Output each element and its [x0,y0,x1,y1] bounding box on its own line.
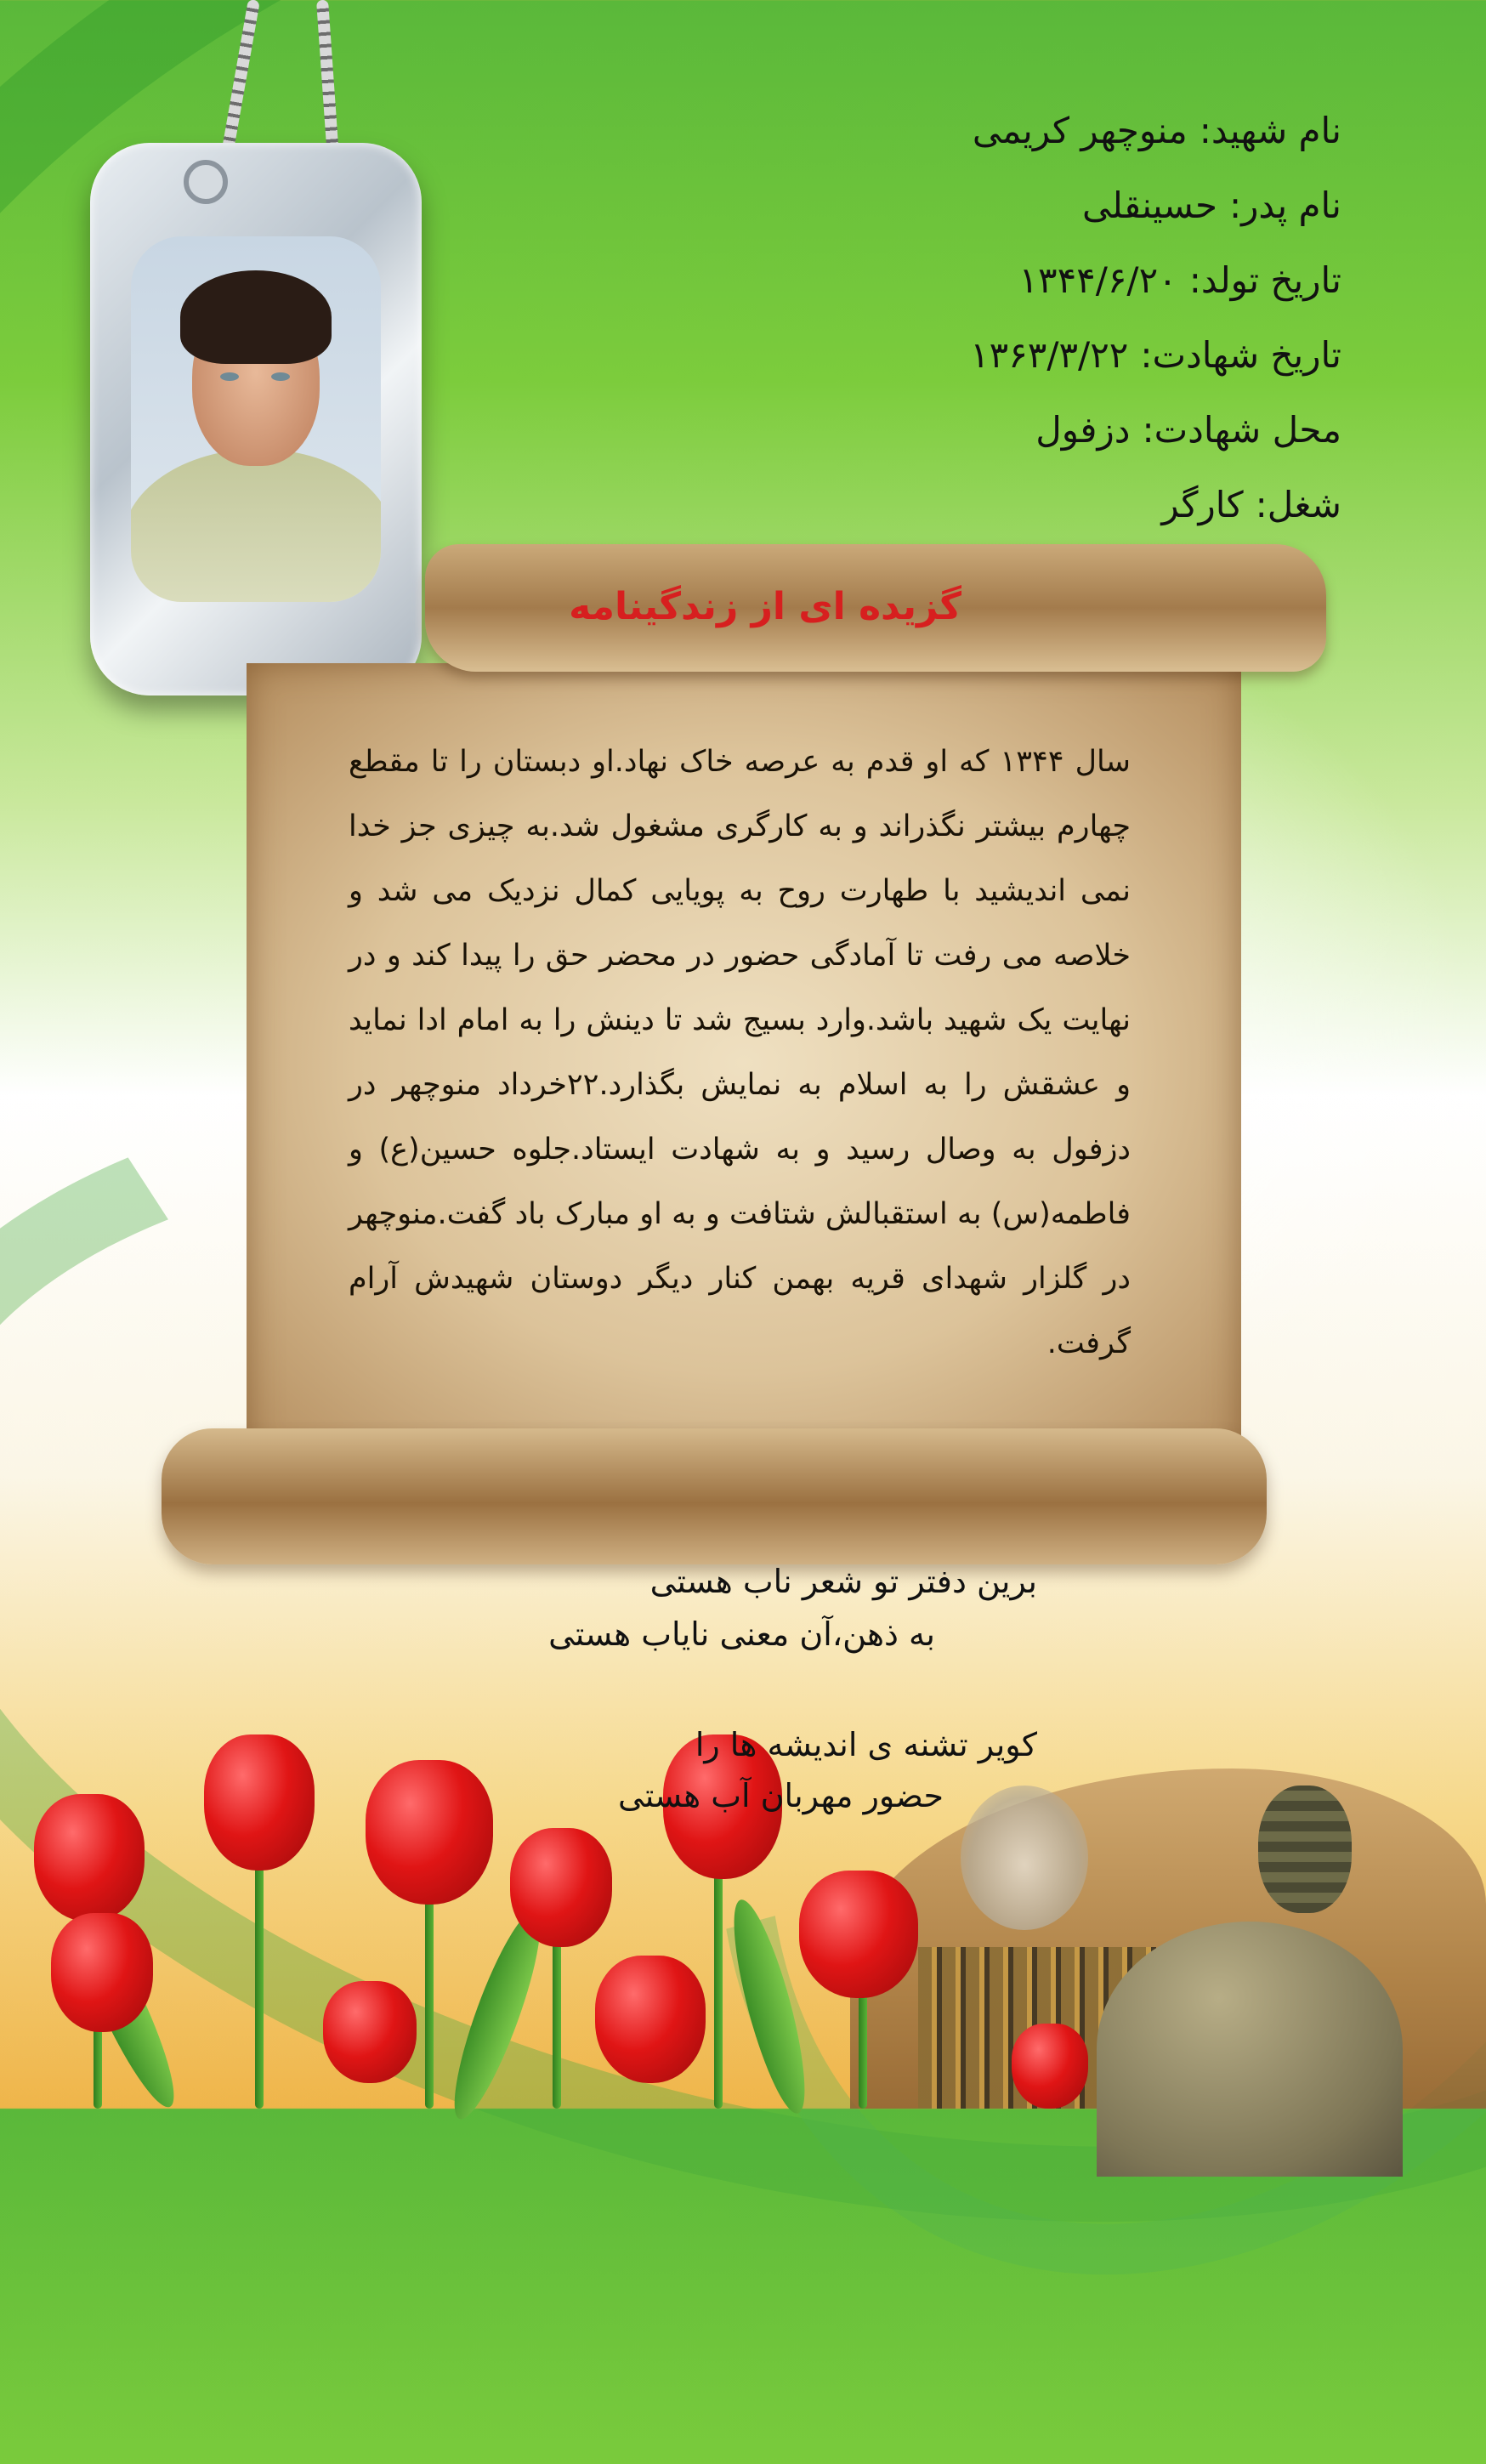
scroll-title: گزیده ای از زندگینامه [569,585,961,628]
info-birth-value: ۱۳۴۴/۶/۲۰ [1018,259,1177,301]
tulip-flower [34,1794,145,1922]
info-job-label: شغل: [1255,484,1341,525]
info-martyrdom-date-value: ۱۳۶۳/۳/۲۲ [970,334,1129,376]
info-martyrdom-place-value: دزفول [1035,409,1131,451]
grenade-icon [1258,1786,1352,1913]
poem-line: به ذهن،آن معنی نایاب هستی [548,1615,935,1653]
info-job-value: کارگر [1161,484,1244,525]
info-job-row [746,468,1341,542]
info-martyrdom-place-row [746,393,1341,468]
info-father-value: حسینقلی [1082,185,1217,226]
poem-line: حضور مهربان آب هستی [618,1777,944,1814]
info-martyrdom-place-label: محل شهادت: [1142,409,1341,451]
info-name-row [746,94,1341,168]
photo-shirt [131,449,381,602]
tag-ring [184,160,228,204]
tulip-flower [595,1956,706,2083]
dog-tag [90,143,422,695]
biography-text: سال ۱۳۴۴ که او قدم به عرصه خاک نهاد.او دبستان را تا مقطع چهارم بیشتر نگذراند و به کارگری مشغول شد.به چیزی جز خدا نمی اندیشید با طهارت روح به پویایی کمال نزدیک می شد و خلاصه می رفت تا آمادگی حضور در محضر حق را پیدا کند و در نهایت یک شهید باشد.وارد بسیج شد تا دینش را به امام ادا نماید و عشقش را به اسلام به نمایش بگذارد.۲۲خرداد منوچهر در دزفول به وصال رسید و به شهادت ایستاد.جلوه حسین(ع) و فاطمه(س) به استقبالش شتافت و به او مبارک باد گفت.منوچهر در گلزار شهدای قریه بهمن کنار دیگر دوستان شهیدش آرام گرفت. [349,745,1131,1360]
poem-line: کویر تشنه ی اندیشه ها را [695,1726,1037,1763]
photo-hair [180,270,332,364]
tulip-flower [799,1871,918,1998]
photo-eye [220,372,239,381]
info-birth-row [746,243,1341,318]
martyr-photo [131,236,381,602]
tulip-flower [51,1913,153,2032]
info-martyrdom-date-label: تاریخ شهادت: [1140,334,1341,376]
photo-eye [271,372,290,381]
poem-line: برین دفتر تو شعر ناب هستی [649,1563,1037,1600]
tulip-flower [1012,2024,1088,2109]
tulip-flower [510,1828,612,1947]
scroll-bottom-roll [162,1428,1267,1564]
martyr-info [746,94,1341,542]
info-father-label: نام پدر: [1228,185,1341,226]
info-name-value: منوچهر کریمی [972,110,1188,151]
tulip-flower [323,1981,417,2083]
info-name-label: نام شهید: [1199,110,1341,151]
info-birth-label: تاریخ تولد: [1188,259,1341,301]
tulip-flower [204,1734,315,1871]
info-father-row [746,168,1341,243]
helmet-dome [1097,1922,1403,2177]
info-martyrdom-date-row [746,318,1341,393]
poem [357,1556,1037,1821]
